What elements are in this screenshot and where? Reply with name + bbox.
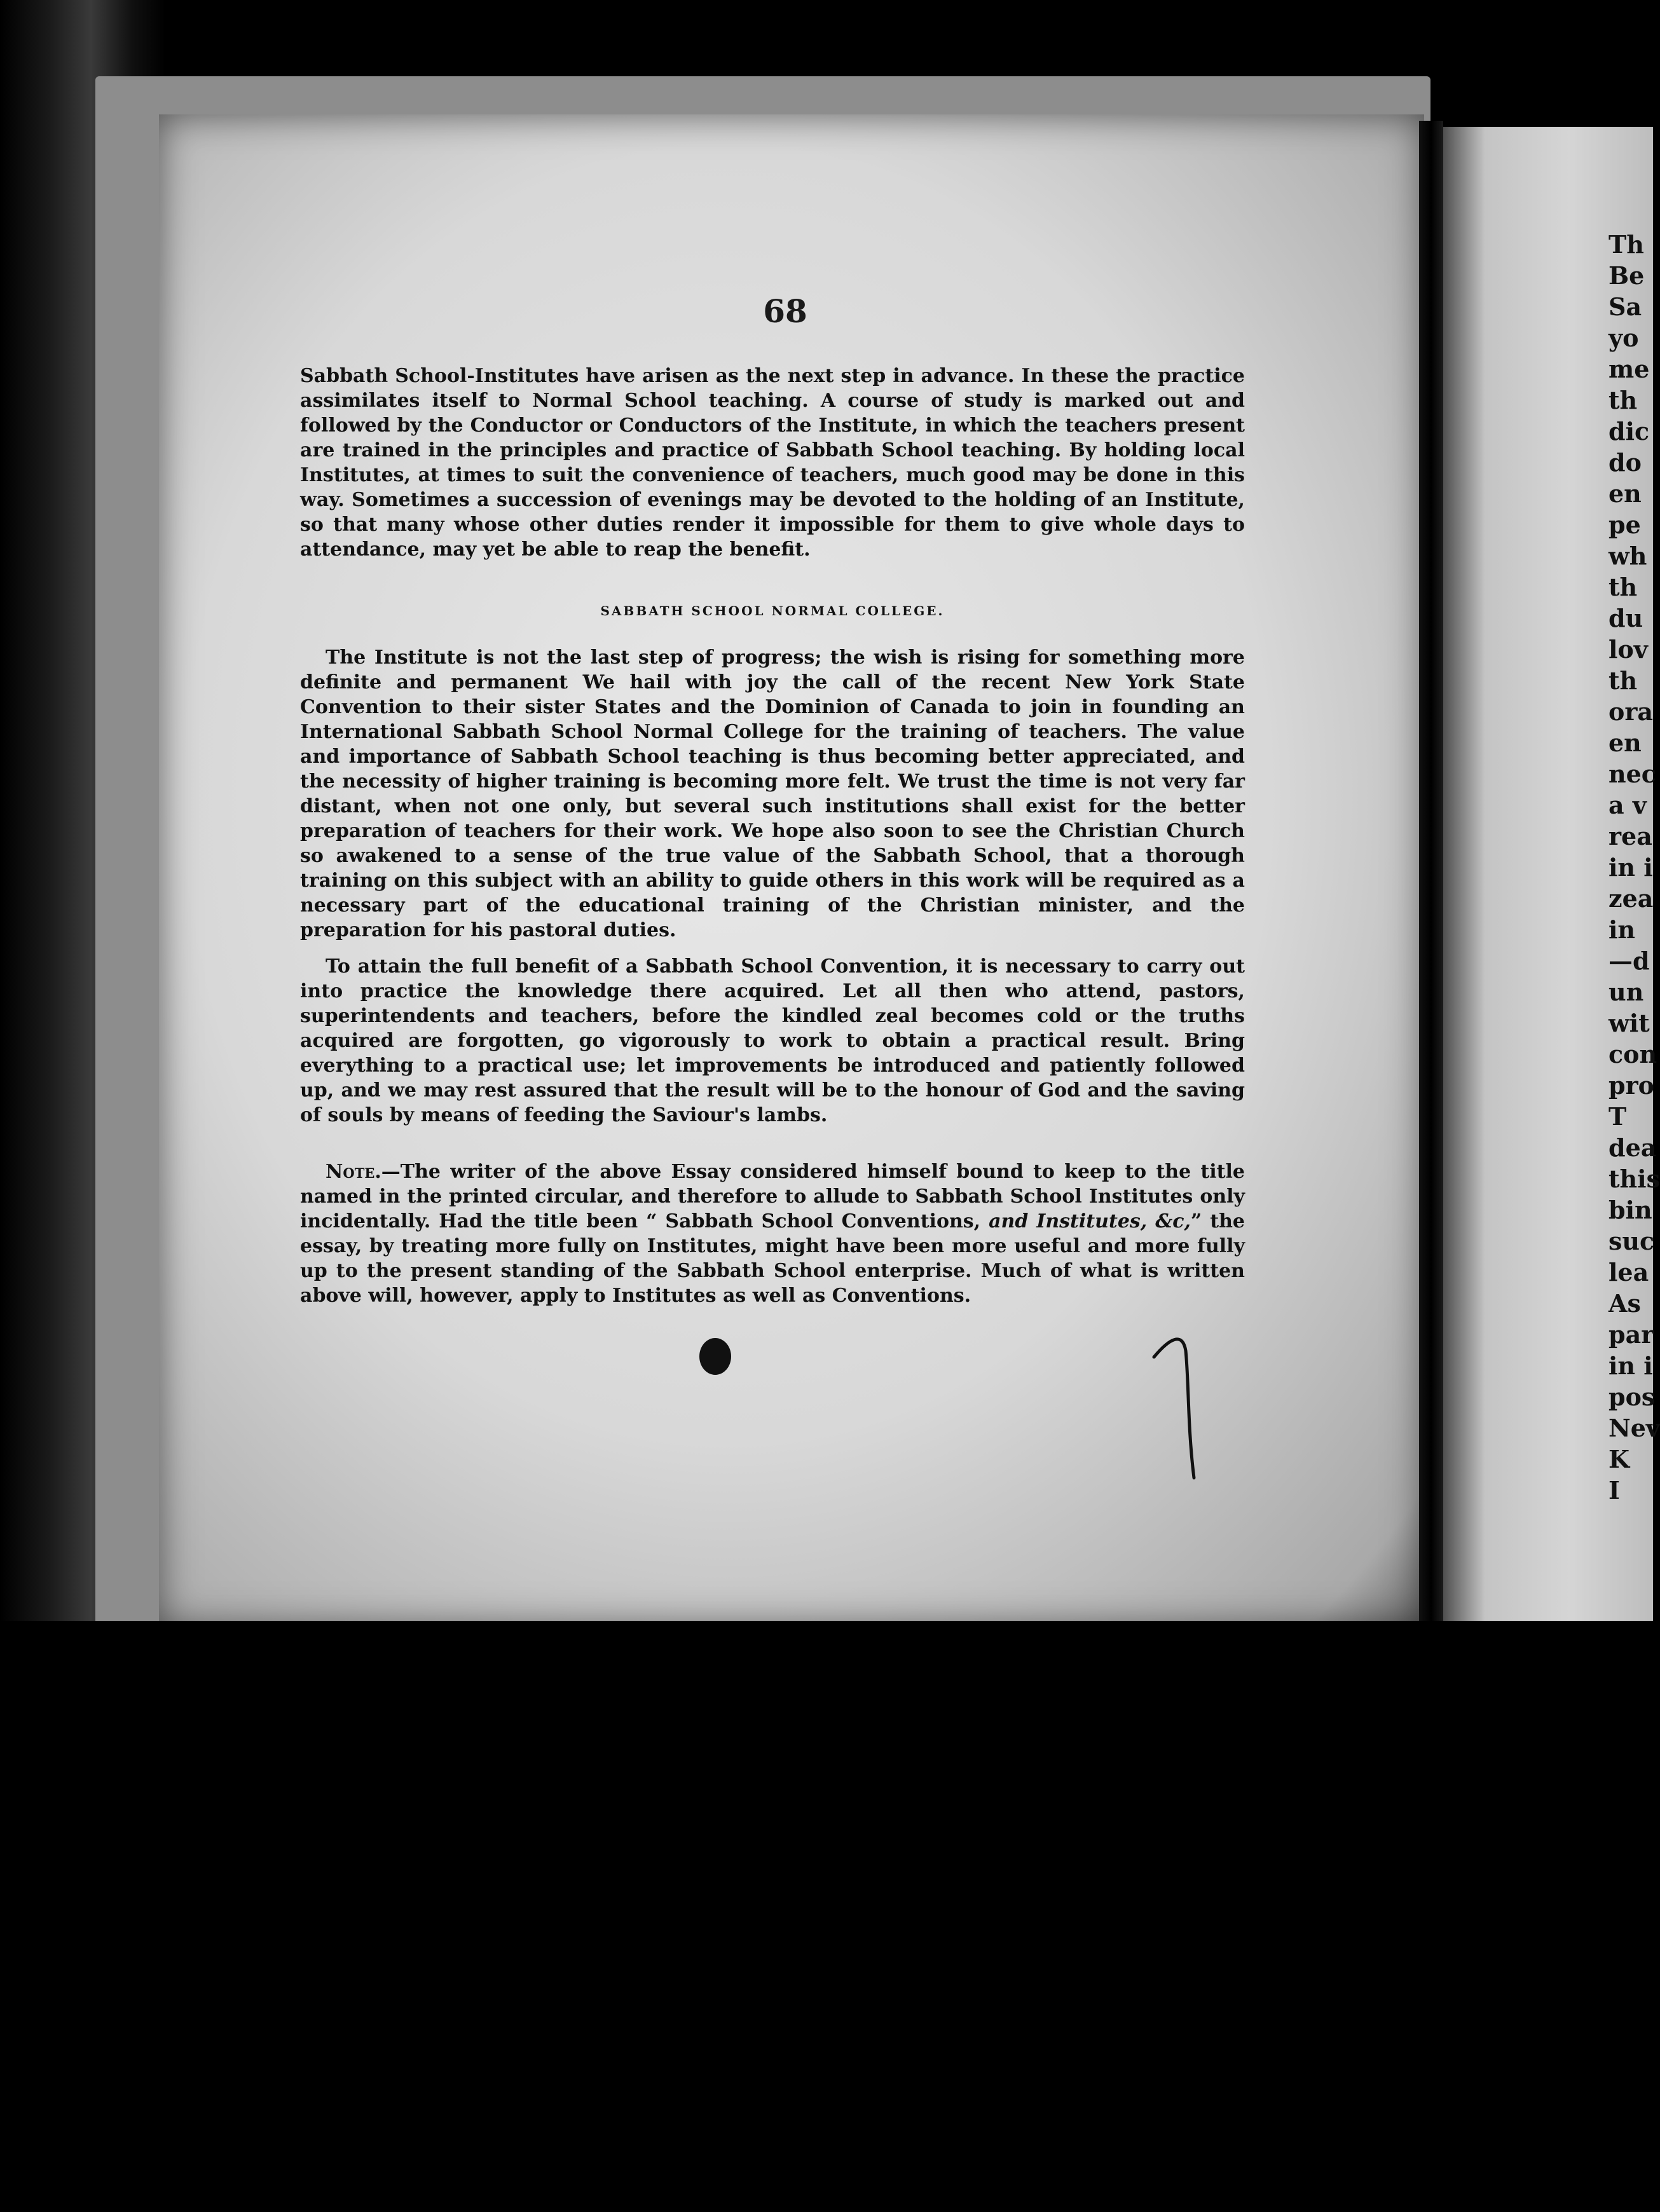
facing-page-line: suc [1609, 1227, 1655, 1255]
section-heading: SABBATH SCHOOL NORMAL COLLEGE. [600, 603, 945, 618]
facing-page-line: par [1609, 1320, 1654, 1349]
facing-page-line: lea [1609, 1258, 1649, 1287]
facing-page-line: con [1609, 1040, 1657, 1068]
facing-page-line: ora [1609, 697, 1653, 726]
facing-page-line: do [1609, 448, 1642, 477]
facing-page-line: a v [1609, 791, 1647, 819]
facing-page-line: pro [1609, 1071, 1654, 1100]
facing-page-line: du [1609, 604, 1643, 632]
facing-page-line: As [1609, 1289, 1641, 1318]
facing-page-line: in [1609, 915, 1636, 944]
facing-page-line: rea [1609, 822, 1652, 850]
facing-page-line: K [1609, 1445, 1630, 1473]
note-label: Note. [326, 1161, 381, 1183]
bottom-shadow [0, 1621, 1653, 2212]
page-body [300, 364, 1245, 1308]
facing-page-line: Be [1609, 261, 1645, 290]
facing-page-line: th [1609, 386, 1638, 414]
facing-page-line: T [1609, 1102, 1627, 1131]
facing-page-line: lov [1609, 635, 1648, 664]
facing-page-line: dic [1609, 417, 1650, 446]
note-text-1: —The writer of the above Essay considered himself bound to keep to the title named in the printed circular, and therefore to allude to Sabbath School Institutes only incidentally. Had the title been “ Sabbath School Conventions, [300, 1161, 1245, 1232]
facing-page-line: I [1609, 1476, 1620, 1505]
facing-page-line: un [1609, 978, 1644, 1006]
paragraph-institutes: Sabbath School-Institutes have arisen as the next step in advance. In these the practice assimilates itself to Normal School teaching. A course of study is marked out and followed by the Conductor or Conductors of the Institute, in which the teachers present are trained in the principles and practice of Sabbath School teaching. By holding local Institutes, at times to suit the convenience of teachers, much good may be done in this way. Sometimes a succession of evenings may be devoted to the holding of an Institute, so that many whose other duties render it impossible for them to give whole days to attendance, may yet be able to reap the benefit. [300, 365, 1245, 561]
facing-page-line: —d [1609, 946, 1650, 975]
ink-blot [699, 1338, 731, 1375]
facing-page-text [1609, 229, 1660, 1691]
facing-page-line: Th [1609, 230, 1644, 259]
facing-page-line: wit [1609, 1009, 1650, 1037]
facing-page-line: yo [1609, 324, 1639, 352]
paragraph-convention-benefit: To attain the full benefit of a Sabbath School Convention, it is necessary to carry out into practice the knowledge there acquired. Let all then who attend, pastors, superintendents and teachers, before the kindled zeal becomes cold or the truths acquired are forgotten, go vigorously to work to obtain a practical result. Bring everything to a practical use; let improvements be introduced and patiently followed up, and we may rest assured that the result will be to the honour of God and the saving of souls by means of feeding the Saviour's lambs. [300, 955, 1245, 1126]
facing-page-line: en [1609, 728, 1642, 757]
facing-page-line: zea [1609, 884, 1654, 913]
page-number: 68 [763, 292, 807, 330]
note-text-2: ” the essay, by treating more fully on Institutes, might have been more useful and more fully up to the present standing of the Sabbath School enterprise. Much of what is written above will, however, apply to Institutes as well as Conventions. [300, 1210, 1245, 1307]
facing-page-line: Sa [1609, 292, 1642, 321]
facing-page-line: en [1609, 479, 1642, 508]
facing-page-line: wh [1609, 542, 1647, 570]
facing-page-line: th [1609, 573, 1638, 601]
facing-page-line: in i [1609, 853, 1653, 882]
paragraph-normal-college: The Institute is not the last step of progress; the wish is rising for something more definite and permanent We hail with joy the call of the recent New York State Convention to their sister States and the Dominion of Canada to join in founding an International Sabbath School Normal College for the training of teachers. The value and importance of Sabbath School teaching is thus becoming better appreciated, and the necessity of higher training is becoming more felt. We trust the time is not very far distant, when not one only, but several such institutions shall exist for the better preparation of teachers for their work. We hope also soon to see the Christian Church so awakened to a sense of the true value of the Sabbath School, that a thorough training on this subject with an ability to guide others in this work will be required as a necessary part of the educational training of the Christian minister, and the preparation for his pastoral duties. [300, 646, 1245, 941]
pen-mark [1151, 1332, 1208, 1484]
facing-page-line: pe [1609, 510, 1641, 539]
facing-page-line: Nev [1609, 1414, 1660, 1442]
facing-page-line: nec [1609, 760, 1656, 788]
facing-page-line: me [1609, 355, 1650, 383]
book-gutter [1419, 121, 1443, 1621]
facing-page-line: in i [1609, 1351, 1653, 1380]
facing-page-line: dea [1609, 1133, 1657, 1162]
facing-page-line: th [1609, 666, 1638, 695]
facing-page-line: pos [1609, 1382, 1656, 1411]
facing-page-line: bin [1609, 1196, 1652, 1224]
facing-page-line: this [1609, 1164, 1660, 1193]
note-italic: and Institutes, &c, [989, 1210, 1191, 1232]
note-paragraph [300, 1159, 1245, 1308]
